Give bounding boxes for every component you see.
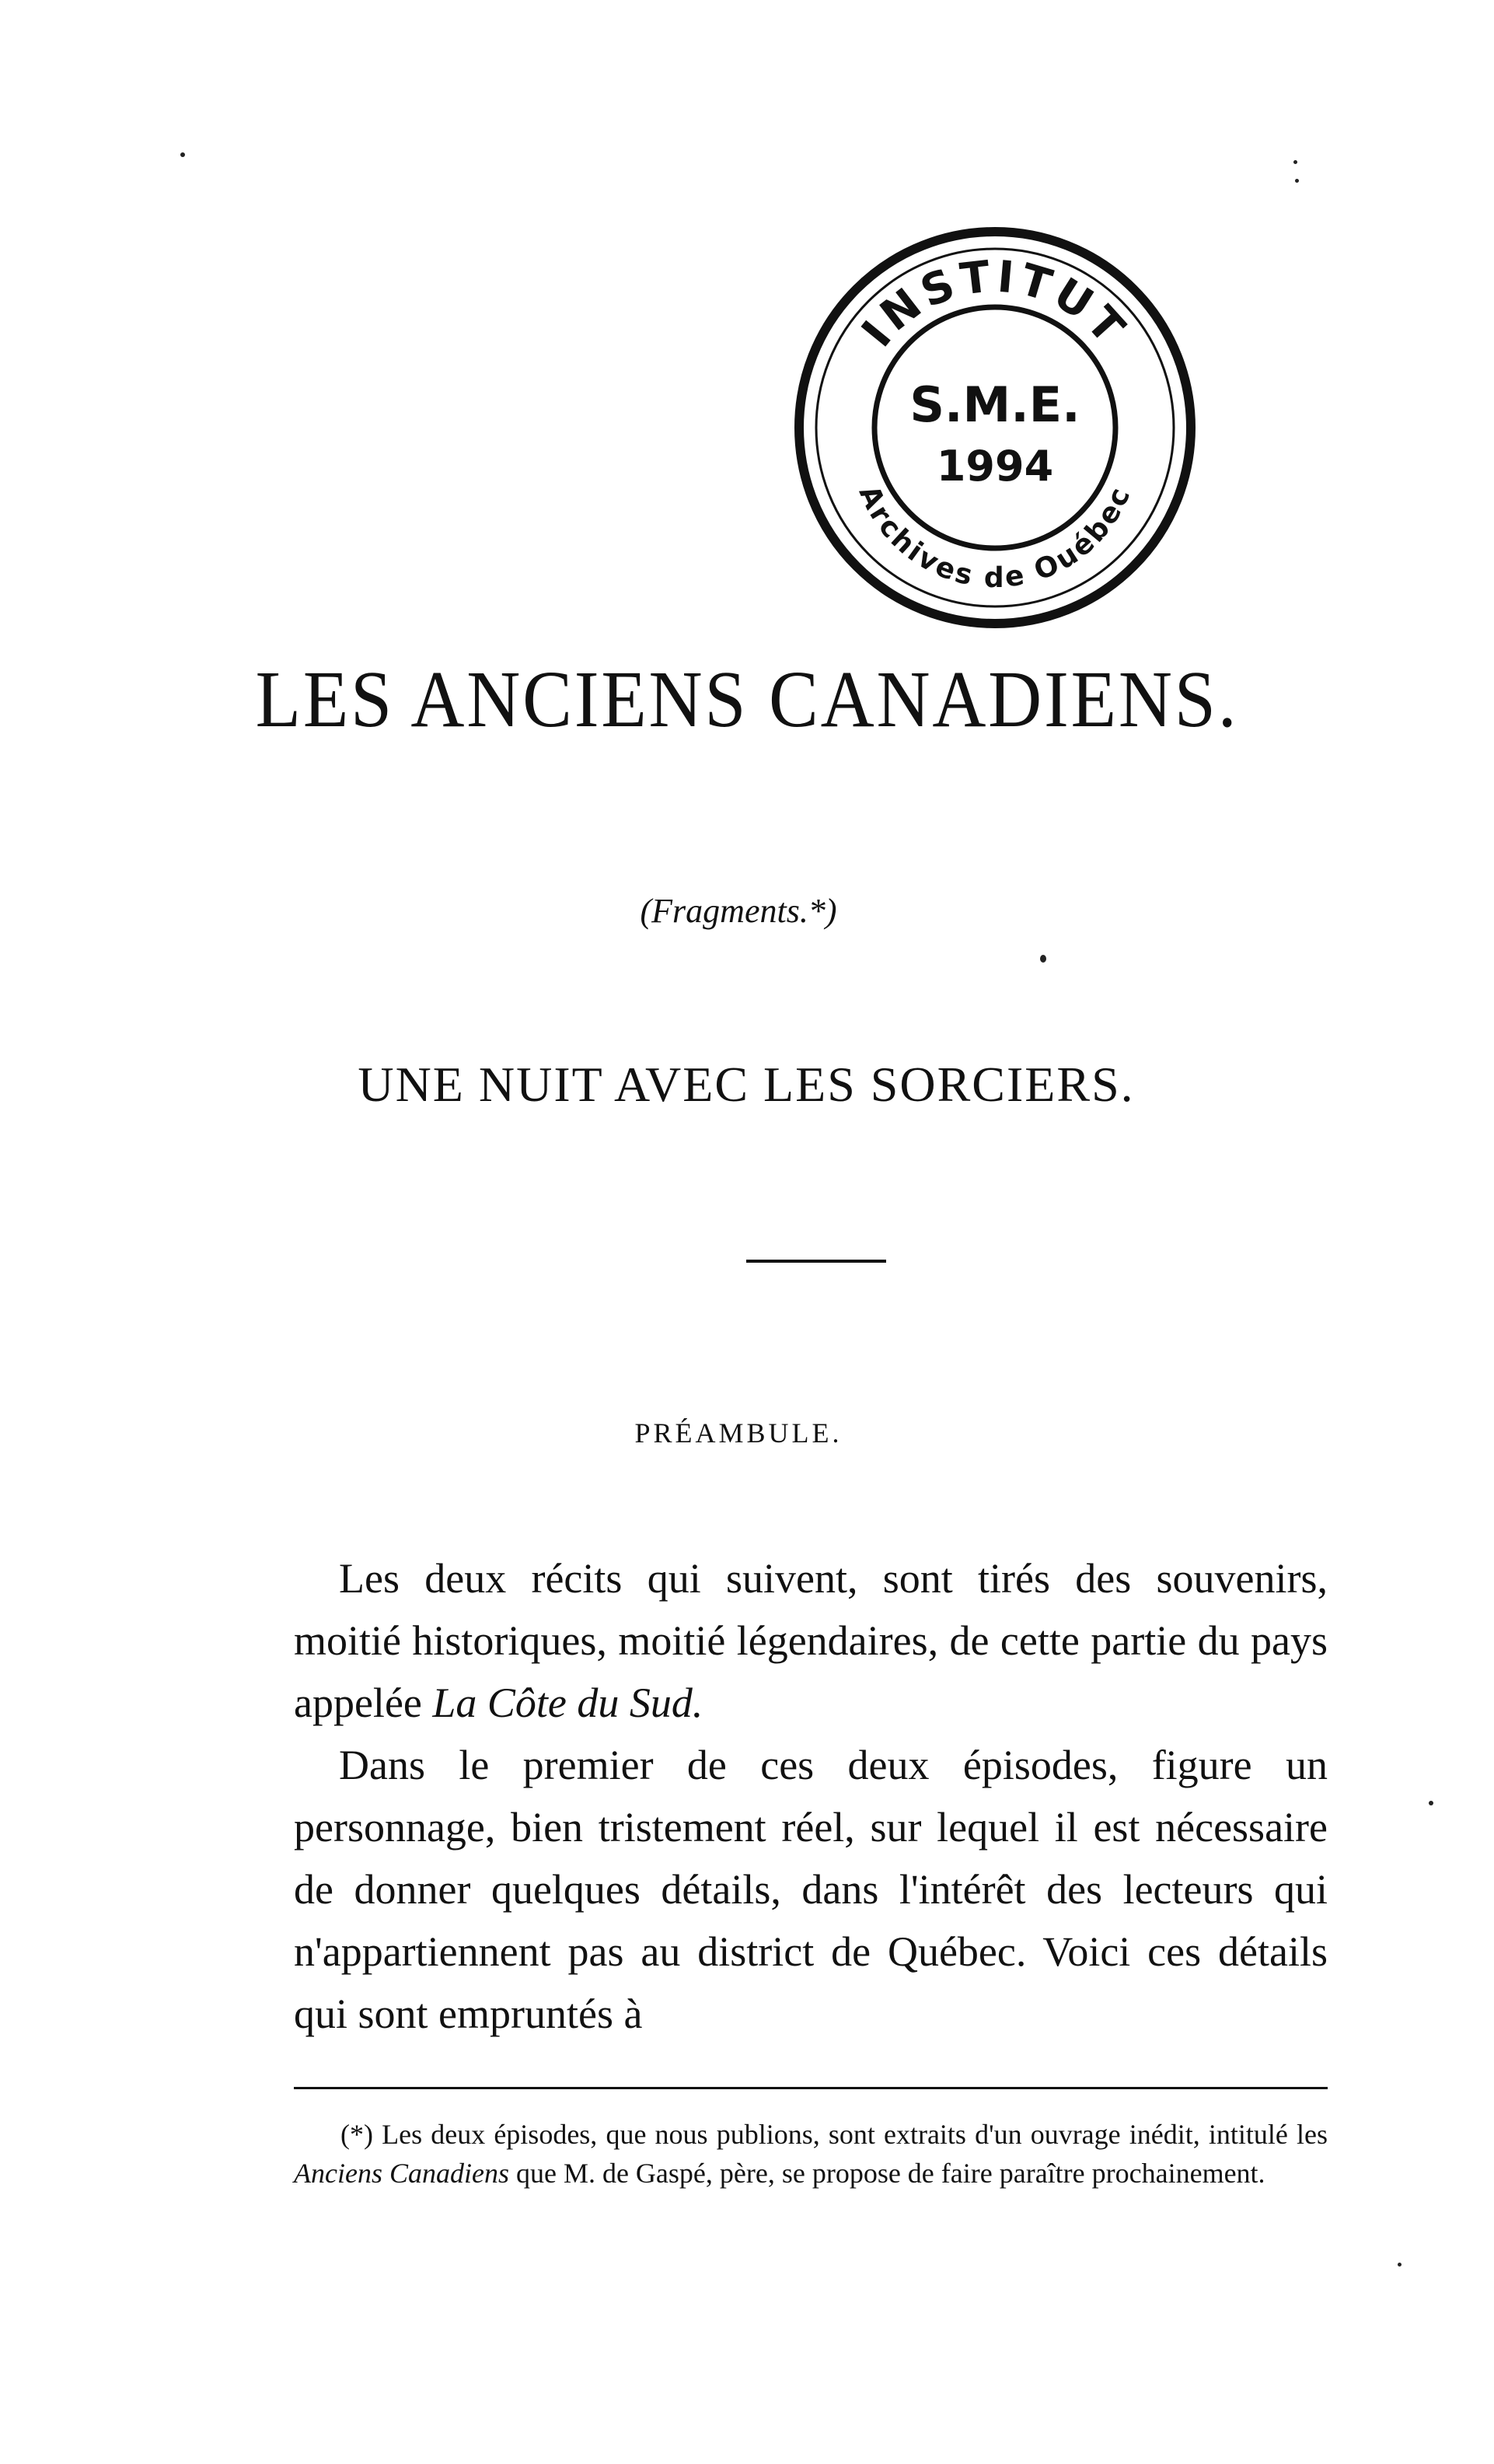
preamble-heading: PRÉAMBULE.	[634, 1417, 843, 1449]
paragraph-1-text: Les deux récits qui suivent, sont tirés des souvenirs, moitié historiques, moitié légendaires, de cette partie du pays appelée	[294, 1555, 1328, 1726]
page-speck	[1429, 1801, 1433, 1805]
page-speck	[1293, 160, 1297, 164]
page-speck	[1398, 2263, 1401, 2267]
footnote-text-start: (*) Les deux épisodes, que nous publions, sont extraits d'un ouvrage inédit, intitulé les	[340, 2119, 1328, 2150]
stamp-bottom-text: Archives de Ouébec	[852, 481, 1138, 595]
svg-text:INSTITUT	[852, 251, 1136, 357]
page-speck	[180, 152, 185, 157]
body-text	[294, 1547, 1328, 2045]
stamp-center-line1: S.M.E.	[909, 376, 1080, 433]
stamp-top-text: INSTITUT	[852, 250, 1137, 357]
footnote-paragraph	[294, 2115, 1328, 2193]
paragraph-1-italic: La Côte du Sud.	[432, 1679, 703, 1726]
divider-short	[746, 1260, 886, 1263]
page-speck	[1040, 955, 1046, 963]
library-stamp	[785, 218, 1205, 638]
footnote	[294, 2115, 1328, 2193]
paragraph-2: Dans le premier de ces deux épisodes, figure un personnage, bien tristement réel, sur lequel il est nécessaire de donner quelques détails, dans l'intérêt des lecteurs qui n'appartiennent pas au district de Québec. Voici ces détails qui sont empruntés à	[294, 1742, 1328, 2037]
stamp-center-line2: 1994	[936, 442, 1054, 491]
paragraph-1	[294, 1547, 1328, 1734]
footnote-divider	[294, 2087, 1328, 2089]
section-title: UNE NUIT AVEC LES SORCIERS.	[358, 1057, 1135, 1112]
page-speck	[1295, 179, 1299, 183]
book-title: LES ANCIENS CANADIENS.	[255, 655, 1239, 744]
footnote-italic: Anciens Canadiens	[294, 2158, 509, 2189]
footnote-text-end: que M. de Gaspé, père, se propose de faire paraître prochainement.	[508, 2158, 1265, 2189]
subtitle: (Fragments.*)	[640, 892, 837, 930]
